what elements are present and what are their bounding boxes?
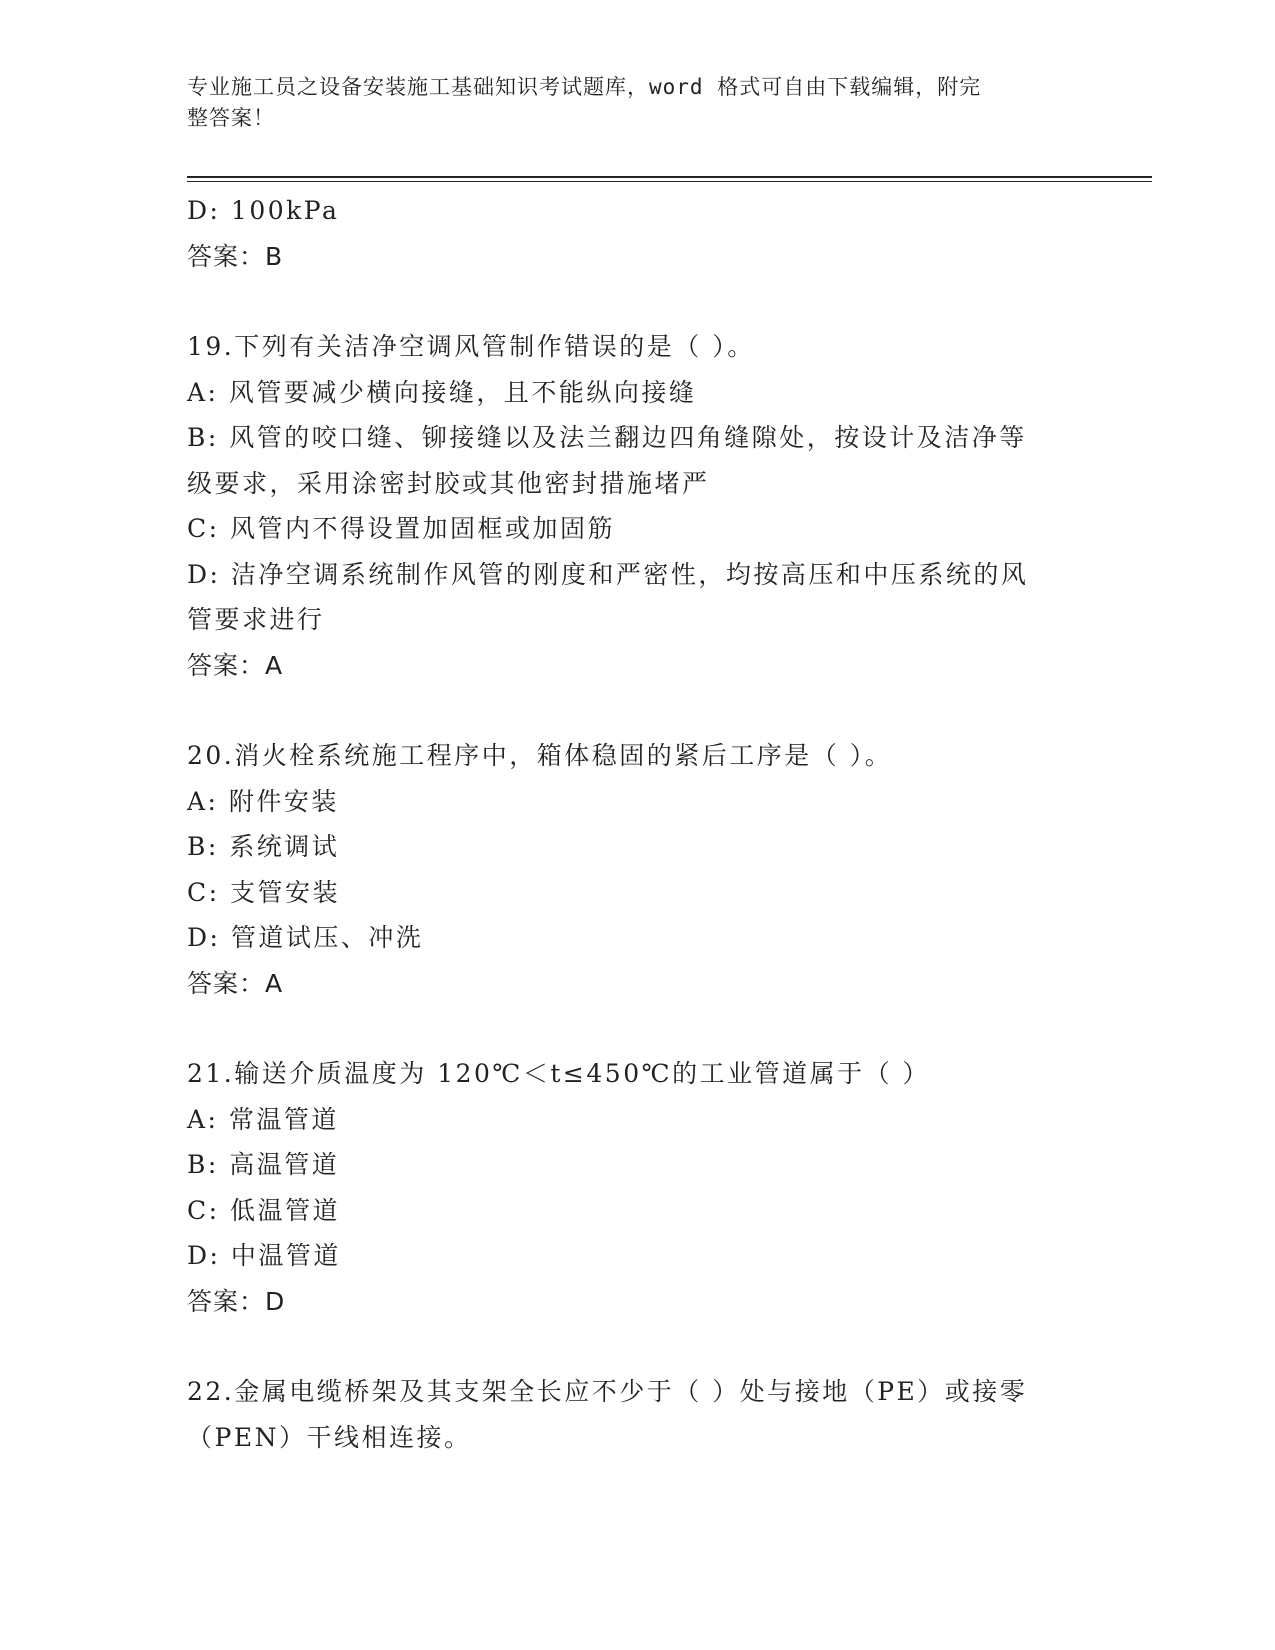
- answer-line: 答案：D: [187, 1286, 286, 1316]
- option-b: B: 风管的咬口缝、铆接缝以及法兰翻边四角缝隙处，按设计及洁净等: [187, 423, 1027, 452]
- option-a: A: 风管要减少横向接缝，且不能纵向接缝: [187, 377, 697, 407]
- document-body: [187, 188, 1077, 1460]
- document-header: [187, 72, 1067, 134]
- option-c: C: 风管内不得设置加固框或加固筋: [187, 514, 615, 543]
- option-a: A: 常温管道: [187, 1104, 339, 1134]
- option-b-continued: 级要求，采用涂密封胶或其他密封措施堵严: [187, 468, 710, 498]
- previous-question-tail: [187, 188, 1077, 279]
- option-c: C: 支管安装: [187, 877, 340, 907]
- option-d-continued: 管要求进行: [187, 605, 325, 634]
- option-d: D: 洁净空调系统制作风管的刚度和严密性，均按高压和中压系统的风: [187, 559, 1029, 589]
- option-d: D: 100kPa: [187, 196, 340, 225]
- answer-line: 答案：B: [187, 241, 284, 271]
- question-stem: 19.下列有关洁净空调风管制作错误的是（ ）。: [187, 332, 755, 361]
- question-stem: 20.消火栓系统施工程序中，箱体稳固的紧后工序是（ ）。: [187, 741, 893, 770]
- question-stem-continued: （PEN）干线相连接。: [187, 1422, 472, 1452]
- question-stem: 22.金属电缆桥架及其支架全长应不少于（ ）处与接地（PE）或接零: [187, 1377, 1028, 1406]
- option-a: A: 附件安装: [187, 786, 339, 816]
- header-line-2: 整答案！: [187, 106, 275, 130]
- answer-line: 答案：A: [187, 968, 284, 998]
- option-b: B: 系统调试: [187, 832, 340, 861]
- option-d: D: 中温管道: [187, 1241, 341, 1270]
- option-b: B: 高温管道: [187, 1150, 340, 1179]
- option-d: D: 管道试压、冲洗: [187, 923, 424, 952]
- question-22: [187, 1369, 1077, 1460]
- option-c: C: 低温管道: [187, 1195, 340, 1225]
- header-divider-thin: [187, 181, 1152, 182]
- answer-line: 答案：A: [187, 650, 284, 680]
- question-20: [187, 733, 1077, 1006]
- question-21: [187, 1051, 1077, 1324]
- question-19: [187, 324, 1077, 688]
- header-line-1: 专业施工员之设备安装施工基础知识考试题库，word 格式可自由下载编辑，附完: [187, 75, 982, 99]
- question-stem: 21.输送介质温度为 120℃＜t≤450℃的工业管道属于（ ）: [187, 1059, 931, 1088]
- header-divider-thick: [187, 176, 1152, 178]
